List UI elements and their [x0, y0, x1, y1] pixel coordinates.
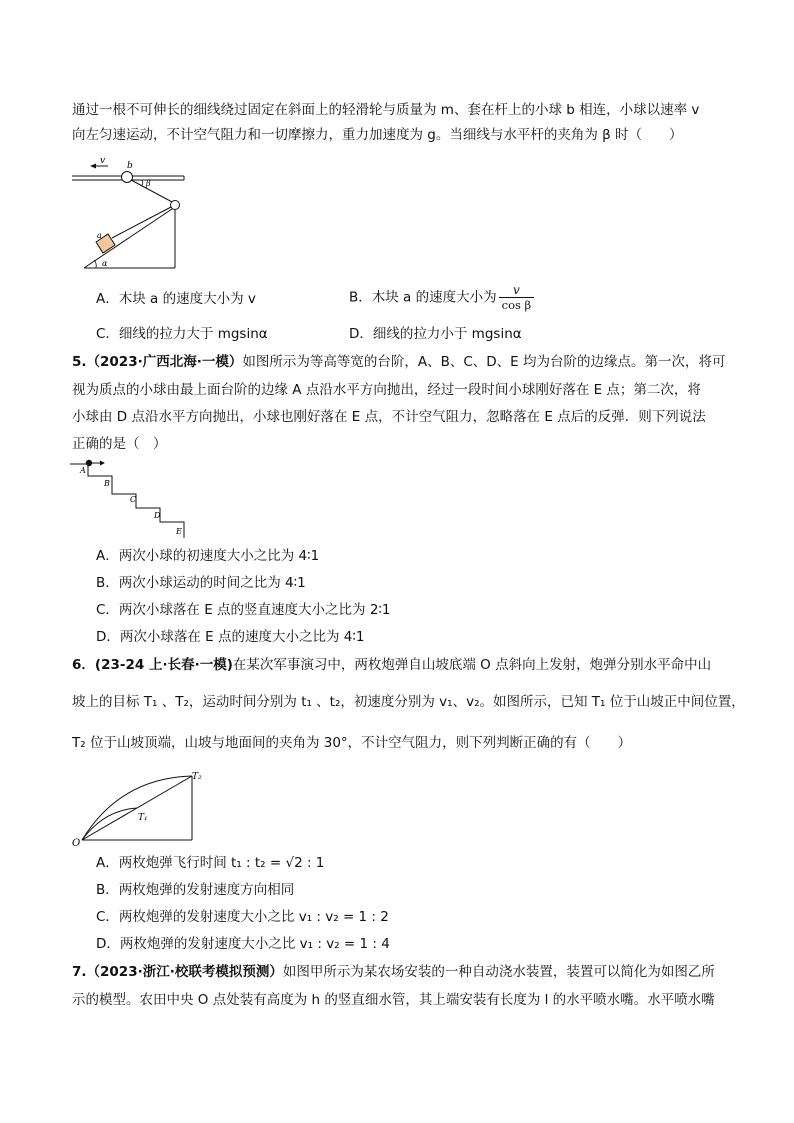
label-a: a: [97, 231, 102, 240]
q4-option-c[interactable]: C．细线的拉力大于 mgsinα: [96, 326, 268, 342]
q6-figure-slope-trajectories: [70, 768, 210, 848]
label-D: D: [154, 511, 161, 520]
q5-option-c[interactable]: C．两次小球落在 E 点的竖直速度大小之比为 2∶1: [96, 602, 391, 618]
q6-stem-line2: 坡上的目标 T₁ 、T₂，运动时间分别为 t₁ 、t₂，初速度分别为 v₁、v₂。如图所示，已知 T₁ 位于山坡正中间位置，: [72, 694, 745, 710]
q7-header: 7.（2023·浙江·校联考模拟预测）: [72, 964, 283, 980]
fraction-numerator: v: [499, 283, 535, 298]
q5-stem-line3: 小球由 D 点沿水平方向抛出，小球也刚好落在 E 点，不计空气阻力，忽略落在 E 点后的反弹．则下列说法: [72, 409, 706, 425]
label-T1: T₁: [138, 813, 148, 823]
q6-option-c[interactable]: C．两枚炮弹的发射速度大小之比 v₁ : v₂ = 1 : 2: [96, 909, 389, 925]
q5-header: 5.（2023·广西北海·一模）: [72, 354, 243, 370]
label-A: A: [80, 466, 86, 475]
q5-option-b[interactable]: B．两次小球运动的时间之比为 4∶1: [96, 575, 306, 591]
q5-option-d[interactable]: D．两次小球落在 E 点的速度大小之比为 4∶1: [96, 629, 365, 645]
q6-stem-line3: T₂ 位于山坡顶端，山坡与地面间的夹角为 30°，不计空气阻力，则下列判断正确的有（ ）: [72, 735, 632, 751]
label-b: b: [127, 161, 133, 171]
label-B: B: [104, 479, 110, 488]
label-O: O: [72, 838, 81, 849]
q6-option-b[interactable]: B．两枚炮弹的发射速度方向相同: [96, 882, 295, 898]
q5-stem-line1: [72, 352, 726, 372]
q6-header: 6．(23-24 上·长春·一模): [72, 657, 233, 673]
label-beta: β: [146, 179, 151, 188]
label-alpha: α: [102, 259, 108, 268]
q7-stem-line2: 示的模型。农田中央 O 点处装有高度为 h 的竖直细水管，其上端安装有长度为 l 的水平喷水嘴。水平喷水嘴: [72, 992, 715, 1008]
q4-figure-incline-pulley: [70, 158, 190, 270]
q7-stem-text: 如图甲所示为某农场安装的一种自动浇水装置，装置可以简化为如图乙所: [282, 964, 715, 980]
q5-stem-line2: 视为质点的小球由最上面台阶的边缘 A 点沿水平方向抛出，经过一段时间小球刚好落在 E 点；第二次，将: [72, 382, 701, 398]
label-T2: T₂: [192, 772, 202, 782]
q4-stem-line1: 通过一根不可伸长的细线绕过固定在斜面上的轻滑轮与质量为 m、套在杆上的小球 b 相连，小球以速率 v: [72, 102, 700, 118]
fraction: [499, 283, 535, 312]
q6-stem-line1: [72, 655, 711, 675]
q6-option-d[interactable]: D．两枚炮弹的发射速度大小之比 v₁ : v₂ = 1 : 4: [96, 936, 390, 952]
label-C: C: [130, 495, 137, 504]
q4-stem-line2: 向左匀速运动，不计空气阻力和一切摩擦力，重力加速度为 g。当细线与水平杆的夹角为 β 时（ ）: [72, 127, 683, 143]
q5-stem-line4: 正确的是（ ）: [72, 436, 167, 452]
q5-stem-text: 如图所示为等高等宽的台阶，A、B、C、D、E 均为台阶的边缘点。第一次，将可: [242, 354, 726, 370]
q5-option-a[interactable]: A．两次小球的初速度大小之比为 4∶1: [96, 548, 320, 564]
q4-option-b[interactable]: [349, 283, 534, 312]
q4-option-a[interactable]: A．木块 a 的速度大小为 v: [96, 291, 256, 307]
q7-stem-line1: [72, 962, 715, 982]
label-v: v: [100, 156, 106, 166]
fraction-denominator: cos β: [501, 298, 532, 312]
q4-option-b-text: B．木块 a 的速度大小为: [349, 289, 497, 306]
label-E: E: [176, 527, 182, 536]
q4-option-d[interactable]: D．细线的拉力小于 mgsinα: [349, 326, 522, 342]
q5-figure-stairs: [70, 456, 200, 542]
q6-stem-text: 在某次军事演习中，两枚炮弹自山坡底端 O 点斜向上发射，炮弹分别水平命中山: [232, 657, 712, 673]
q6-option-a[interactable]: A．两枚炮弹飞行时间 t₁ : t₂ = √2 : 1: [96, 855, 325, 871]
